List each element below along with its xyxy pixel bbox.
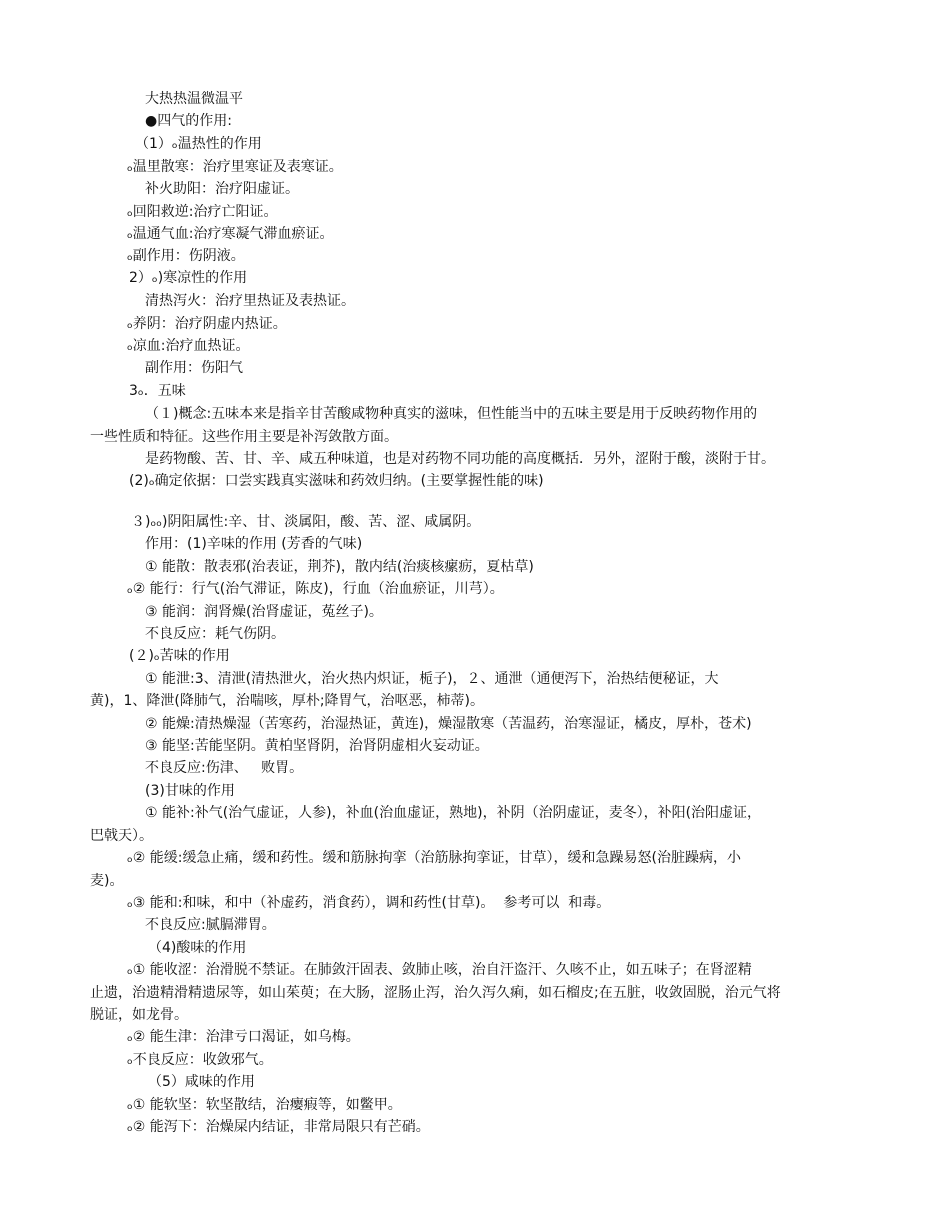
text-line: ② 能燥:清热燥湿（苦寒药，治湿热证，黄连)，燥湿散寒（苦温药，治寒湿证，橘皮，厚朴，苍术) bbox=[145, 716, 752, 732]
text-line: 清热泻火：治疗里热证及表热证。 bbox=[145, 293, 355, 309]
text-line: ₒ副作用：伤阴液。 bbox=[127, 248, 245, 264]
text-line: ₒ温里散寒：治疗里寒证及表寒证。 bbox=[127, 159, 343, 175]
text-line: 一些性质和特征。这些作用主要是补泻敛散方面。 bbox=[90, 429, 398, 445]
text-line: 不良反应:伤津、 败胃。 bbox=[145, 760, 304, 776]
text-line: ₒ① 能收涩：治滑脱不禁证。在肺敛汗固表、敛肺止咳，治自汗盗汗、久咳不止，如五味子；在肾涩精 bbox=[127, 962, 752, 978]
text-line: 大热热温微温平 bbox=[145, 91, 243, 107]
text-line: 补火助阳：治疗阳虚证。 bbox=[145, 181, 299, 197]
text-line: ₒ② 能生津：治津亏口渴证，如乌梅。 bbox=[127, 1029, 360, 1045]
text-line: ₒ温通气血:治疗寒凝气滞血瘀证。 bbox=[127, 226, 334, 242]
text-line: (3)甘味的作用 bbox=[145, 783, 235, 799]
text-line: 麦)。 bbox=[90, 873, 124, 889]
text-line: 2）ₒ)寒凉性的作用 bbox=[129, 270, 248, 286]
text-line: 副作用：伤阳气 bbox=[145, 360, 243, 376]
text-line: 黄)，1、降泄(降肺气，治喘咳，厚朴;降胃气，治呕恶，柿蒂)。 bbox=[90, 693, 485, 709]
text-line: ₒ② 能泻下：治燥屎内结证，非常局限只有芒硝。 bbox=[127, 1119, 430, 1135]
text-line: ₒ不良反应：收敛邪气。 bbox=[127, 1052, 273, 1068]
text-line: ③ 能润：润肾燥(治肾虚证，菟丝子)。 bbox=[145, 604, 383, 620]
text-line: ₒ养阴：治疗阴虚内热证。 bbox=[127, 316, 287, 332]
text-line: 不良反应:腻膈滞胃。 bbox=[145, 917, 276, 933]
text-line: （１)概念:五味本来是指辛甘苦酸咸物种真实的滋味，但性能当中的五味主要是用于反映药物作用的 bbox=[145, 406, 758, 422]
text-line: ① 能散：散表邪(治表证，荆芥)，散内结(治痰核瘰疬，夏枯草) bbox=[145, 559, 534, 575]
text-line: （5）咸味的作用 bbox=[148, 1074, 255, 1090]
text-line: ③ 能坚:苦能坚阴。黄柏坚肾阴，治肾阴虚相火妄动证。 bbox=[145, 738, 489, 754]
text-line: 不良反应：耗气伤阴。 bbox=[145, 626, 285, 642]
text-line: 3ₒ．五味 bbox=[129, 383, 186, 399]
text-line: （4)酸味的作用 bbox=[148, 940, 247, 956]
text-line: ₒ凉血:治疗血热证。 bbox=[127, 338, 250, 354]
text-line: ３)ₒₒ)阴阳属性:辛、甘、淡属阳，酸、苦、涩、咸属阴。 bbox=[131, 514, 481, 530]
text-line: 止遗，治遗精滑精遗尿等，如山茱萸；在大肠，涩肠止泻，治久泻久痢，如石榴皮;在五脏，收敛固脱，治元气将 bbox=[90, 985, 781, 1001]
text-line: ① 能泄:3、清泄(清热泄火，治火热内炽证，栀子)，２、通泄（通便泻下，治热结便秘证，大 bbox=[145, 671, 719, 687]
text-line: （1）ₒ温热性的作用 bbox=[135, 136, 262, 152]
text-line: 巴戟天）。 bbox=[90, 828, 153, 844]
text-line: ₒ② 能缓:缓急止痛，缓和药性。缓和筋脉拘挛（治筋脉拘挛证，甘草），缓和急躁易怒(治脏躁病，小 bbox=[127, 850, 741, 866]
text-line: ① 能补:补气(治气虚证，人参)，补血(治血虚证，熟地)，补阴（治阴虚证，麦冬），补阳(治阳虚证， bbox=[145, 805, 762, 821]
text-line: (2)ₒ确定依据：口尝实践真实滋味和药效归纳。(主要掌握性能的味) bbox=[129, 473, 544, 489]
text-line: 是药物酸、苦、甘、辛、咸五种味道，也是对药物不同功能的高度概括．另外，涩附于酸，淡附于甘。 bbox=[145, 451, 775, 467]
text-line: 脱证，如龙骨。 bbox=[90, 1007, 188, 1023]
text-line: 作用：(1)辛味的作用 (芳香的气味) bbox=[145, 536, 363, 552]
text-line: ₒ③ 能和:和味，和中（补虚药，消食药），调和药性(甘草)。 参考可以 和毒。 bbox=[127, 895, 611, 911]
text-line: (２)ₒ苦味的作用 bbox=[129, 648, 230, 664]
text-line: ₒ① 能软坚：软坚散结，治瘿瘕等，如鳖甲。 bbox=[127, 1097, 402, 1113]
text-line: ₒ回阳救逆:治疗亡阳证。 bbox=[127, 204, 278, 220]
text-line: ●四气的作用: bbox=[145, 113, 232, 129]
text-line: ₒ② 能行：行气(治气滞证，陈皮)，行血（治血瘀证，川芎）。 bbox=[127, 581, 504, 597]
